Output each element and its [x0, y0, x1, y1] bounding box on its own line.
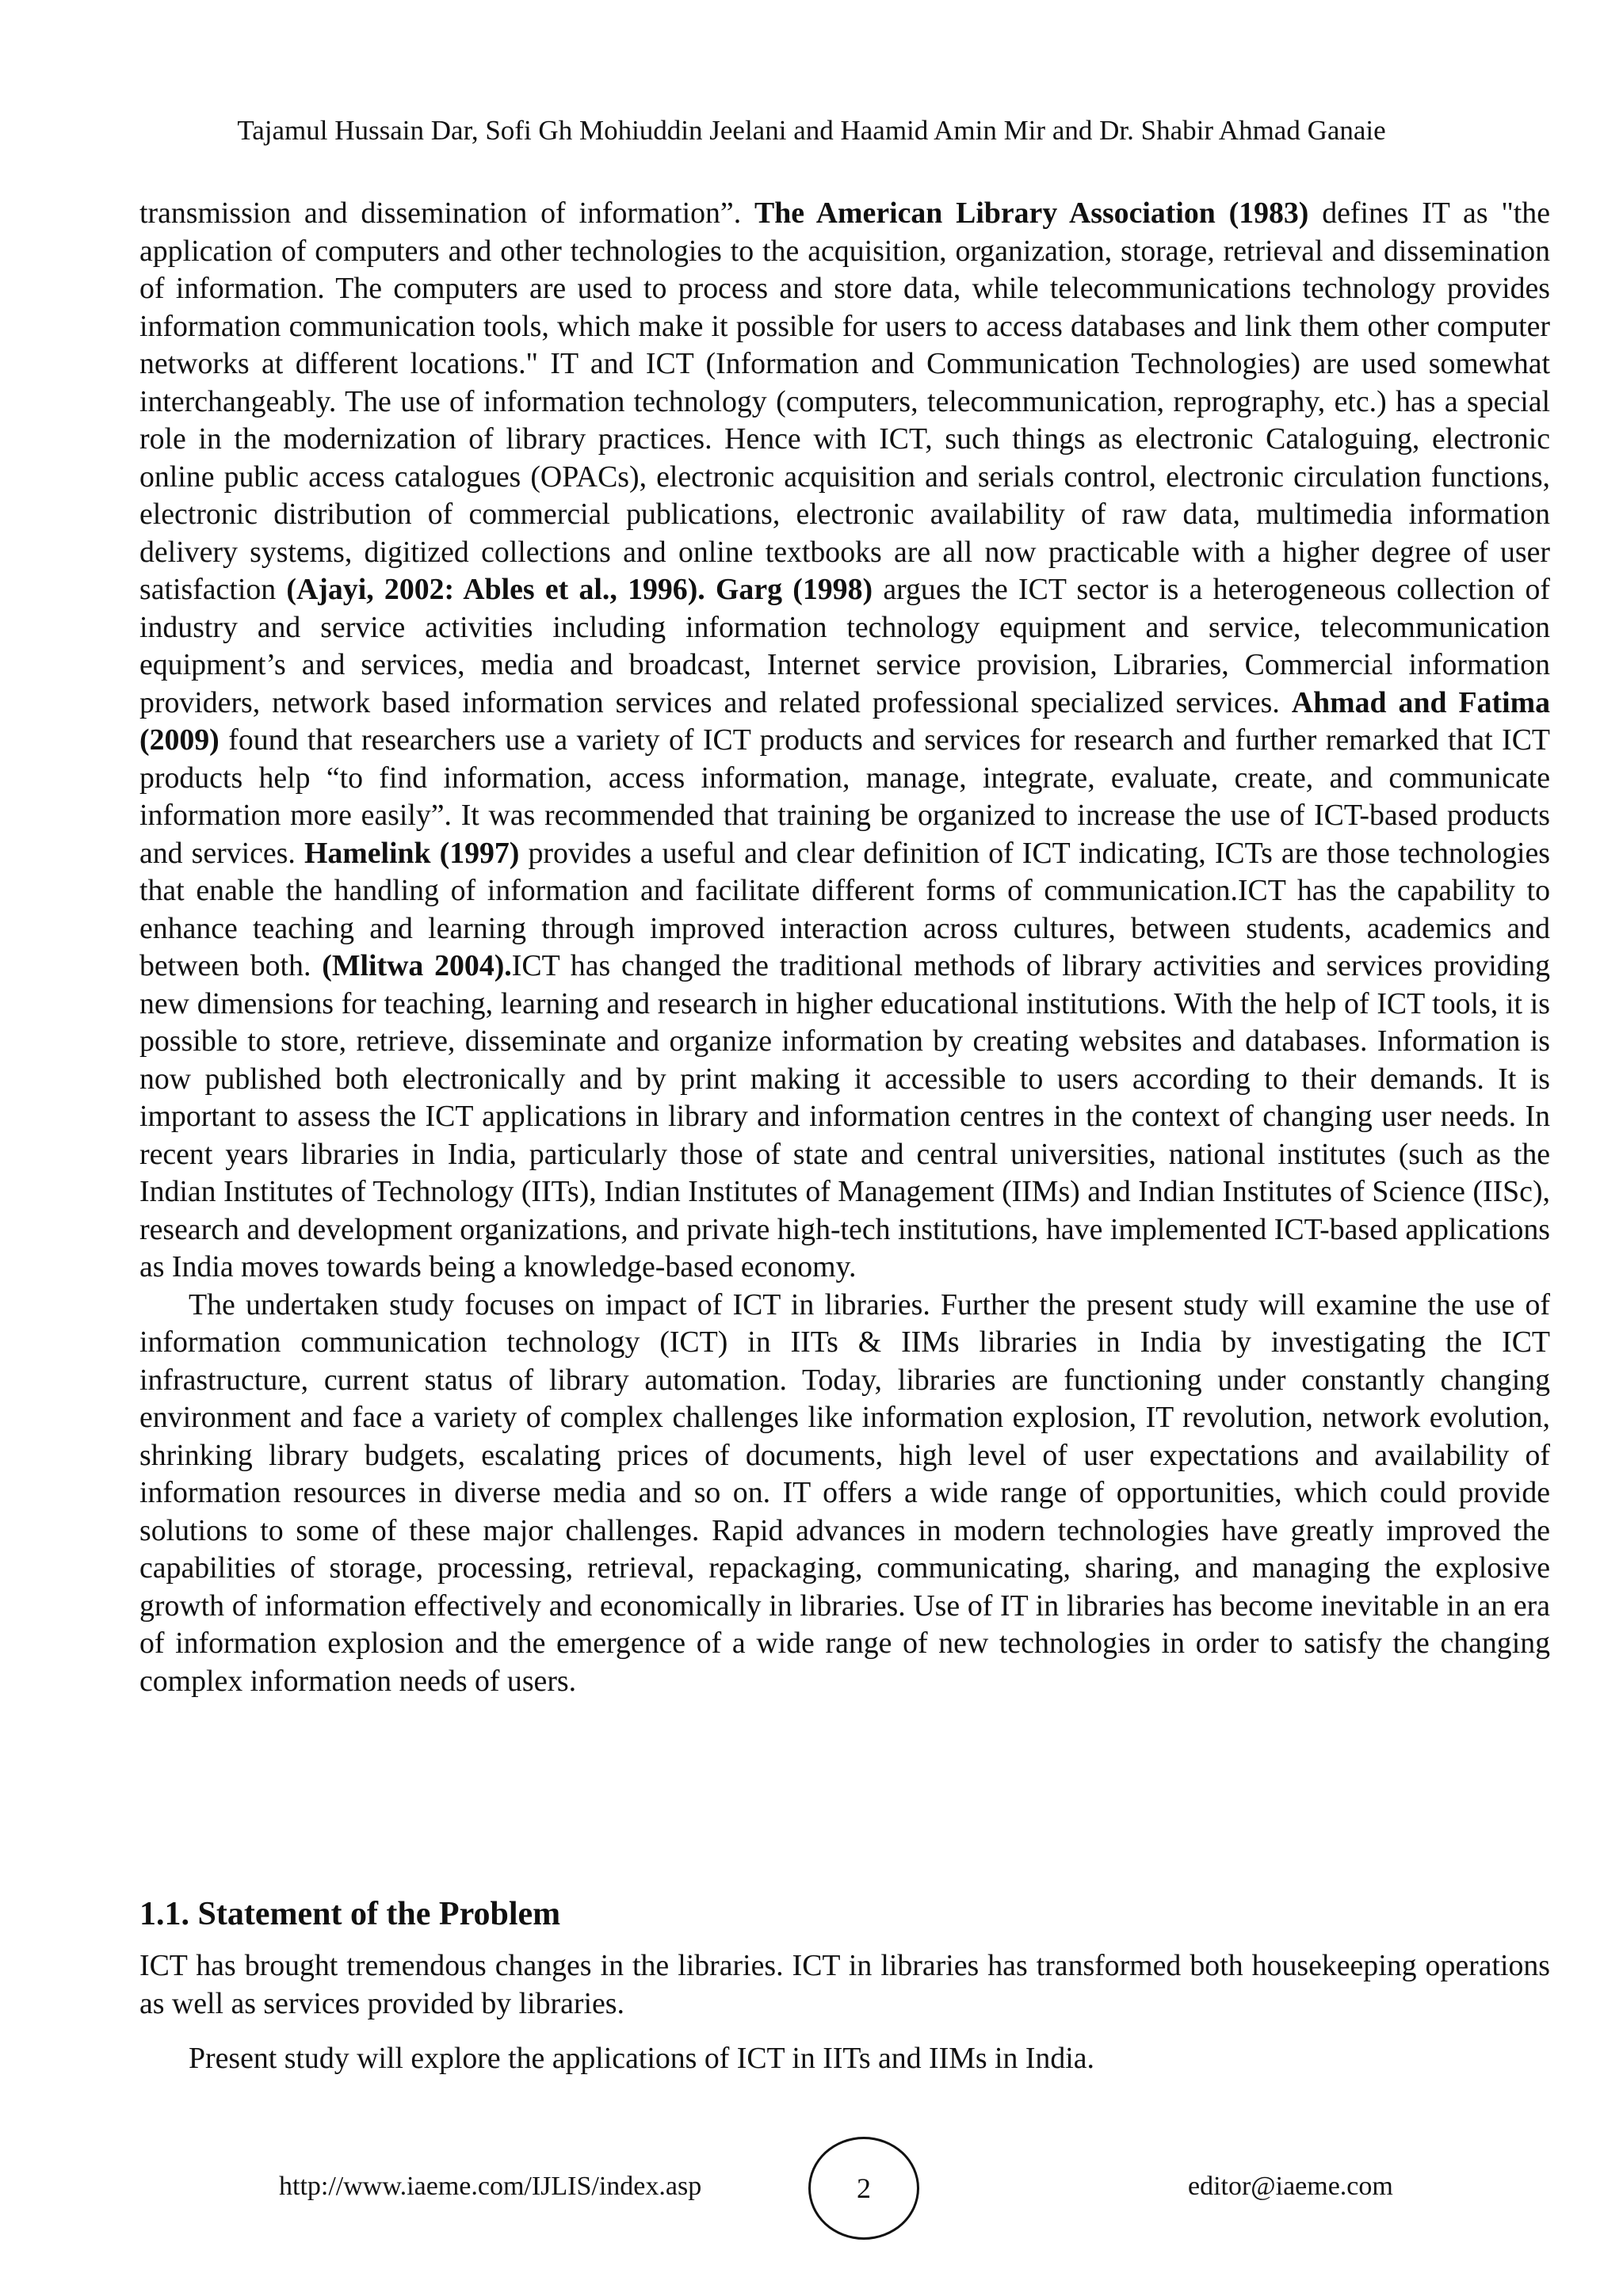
text-run: found that researchers use a variety of ICT products and services for research and further remarked that ICT products help “to find information, access information, manage, integrate, evaluate, create, and communicate information more easily”. It was recommended that training be organized to increase the use of ICT-based products and services.: [139, 723, 1550, 870]
page-number: 2: [808, 2137, 919, 2240]
text-run: argues the ICT sector is a heterogeneous collection of industry and service activities including information technology equipment and service, telecommunication equipment’s and services, media and broadcast, Internet service provision, Libraries, Commercial information providers, network based information services and related professional specialized services.: [139, 573, 1550, 719]
citation-bold: The American Library Association (1983): [754, 196, 1309, 230]
footer-url: http://www.iaeme.com/IJLIS/index.asp: [279, 2172, 702, 2201]
text-run: provides a useful and clear definition of ICT indicating, ICTs are those technologies that enable the handling of information and facilitate different forms of communication.ICT has the capability to enhance teaching and learning through improved interaction across cultures, between students, academics and between both.: [139, 836, 1550, 982]
problem-paragraph-1: ICT has brought tremendous changes in the libraries. ICT in libraries has transformed both housekeeping operations as well as services provided by libraries.: [139, 1949, 1550, 2020]
running-header-authors: Tajamul Hussain Dar, Sofi Gh Mohiuddin Jeelani and Haamid Amin Mir and Dr. Shabir Ahmad Ganaie: [237, 115, 1386, 146]
text-run: ICT has changed the traditional methods of library activities and services providing new dimensions for teaching, learning and research in higher educational institutions. With the help of ICT tools, it is possible to store, retrieve, disseminate and organize information by creating websites and databases. Information is now published both electronically and by print making it accessible to users according to their demands. It is important to assess the ICT applications in library and information centres in the context of changing user needs. In recent years libraries in India, particularly those of state and central universities, national institutes (such as the Indian Institutes of Technology (IITs), Indian Institutes of Management (IIMs) and Indian Institutes of Science (IISc), research and development organizations, and private high-tech institutions, have implemented ICT-based applications as India moves towards being a knowledge-based economy.: [139, 949, 1551, 1283]
problem-paragraph-2: Present study will explore the applications of ICT in IITs and IIMs in India.: [189, 2042, 1094, 2075]
section-heading: 1.1. Statement of the Problem: [139, 1896, 561, 1932]
paragraph-1: [139, 195, 1550, 1287]
footer-email: editor@iaeme.com: [1188, 2172, 1393, 2201]
citation-bold: Hamelink (1997): [304, 836, 520, 870]
citation-bold: (Mlitwa 2004).: [322, 949, 512, 982]
citation-bold: (Ajayi, 2002: Ables et al., 1996). Garg (1998): [286, 573, 873, 606]
paragraph-2: The undertaken study focuses on impact of ICT in libraries. Further the present study will examine the use of information communication technology (ICT) in IITs & IIMs libraries in India by investigating the ICT infrastructure, current status of library automation. Today, libraries are functioning under constantly changing environment and face a variety of complex challenges like information explosion, IT revolution, network evolution, shrinking library budgets, escalating prices of documents, high level of user expectations and availability of information resources in diverse media and so on. IT offers a wide range of opportunities, which could provide solutions to some of these major challenges. Rapid advances in modern technologies have greatly improved the capabilities of storage, processing, retrieval, repackaging, communicating, sharing, and managing the explosive growth of information effectively and economically in libraries. Use of IT in libraries has become inevitable in an era of information explosion and the emergence of a wide range of new technologies in order to satisfy the changing complex information needs of users.: [139, 1287, 1550, 1698]
citation-bold: Ahmad and Fatima (2009): [139, 685, 1550, 757]
text-run: defines IT as "the application of computers and other technologies to the acquisition, organization, storage, retrieval and dissemination of information. The computers are used to process and store data, while telecommunications technology provides information communication tools, which make it possible for users to access databases and link them other computer networks at different locations." IT and ICT (Information and Communication Technologies) are used somewhat interchangeably. The use of information technology (computers, telecommunication, reprography, etc.) has a special role in the modernization of library practices. Hence with ICT, such things as electronic Cataloguing, electronic online public access catalogues (OPACs), electronic acquisition and serials control, electronic circulation functions, electronic distribution of commercial publications, electronic availability of raw data, multimedia information delivery systems, digitized collections and online textbooks are all now practicable with a higher degree of user satisfaction: [139, 196, 1550, 606]
body-text: [139, 195, 1550, 1700]
text-run: transmission and dissemination of information”.: [139, 196, 754, 230]
problem-statement: [139, 1947, 1550, 2078]
